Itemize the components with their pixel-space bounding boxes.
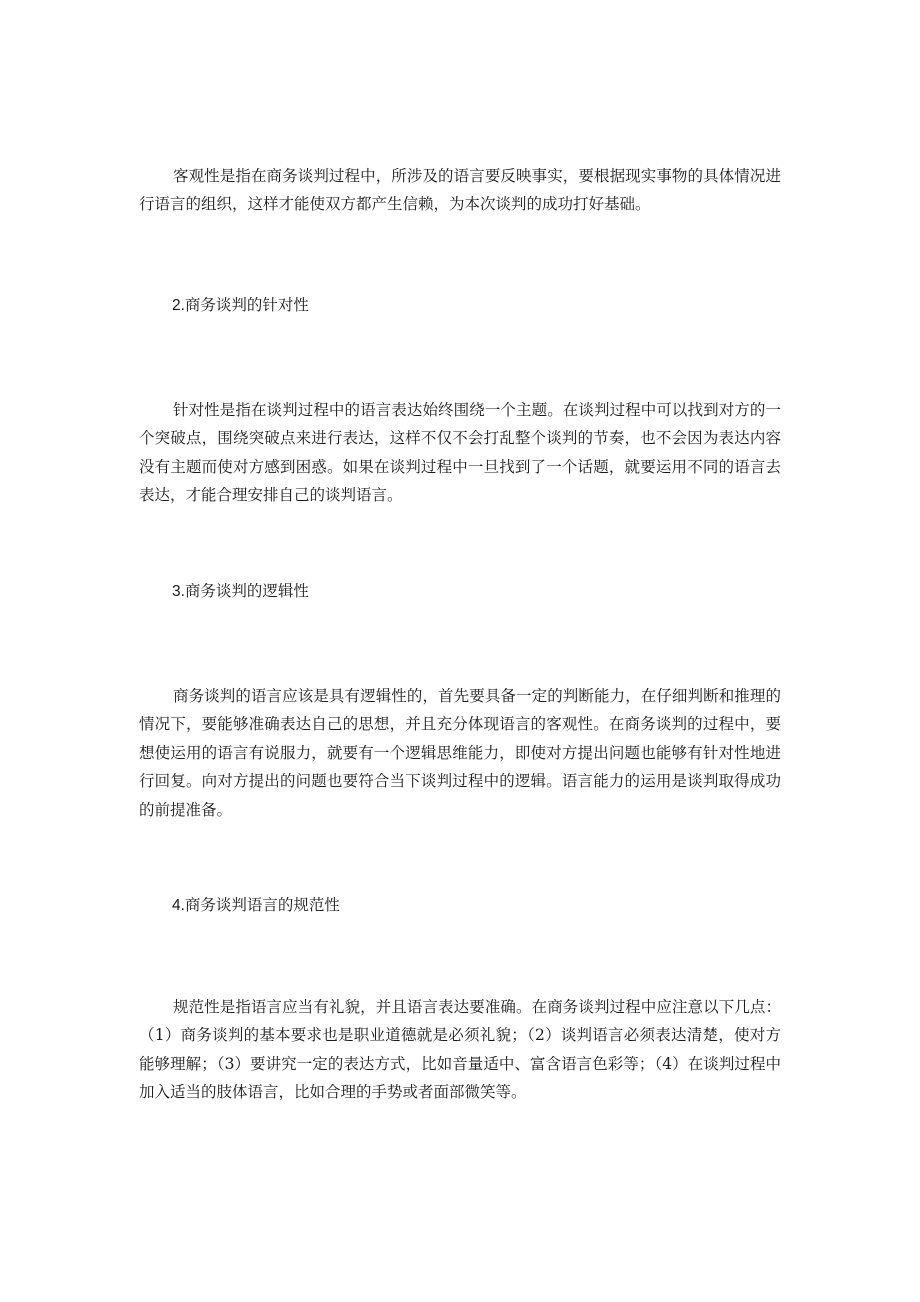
heading-pertinence: 2.商务谈判的针对性 — [172, 297, 309, 314]
paragraph-logic: 商务谈判的语言应该是具有逻辑性的，首先要具备一定的判断能力，在仔细判断和推理的情况下，要能够准确表达自己的思想，并且充分体现语言的客观性。在商务谈判的过程中，要想使运用的语言有说服力，就要有一个逻辑思维能力，即使对方提出问题也能够有针对性地进行回复。向对方提出的问题也要符合当下谈判过程中的逻辑。语言能力的运用是谈判取得成功的前提准备。 — [139, 687, 781, 819]
paragraph-standardization: 规范性是指语言应当有礼貌，并且语言表达要准确。在商务谈判过程中应注意以下几点：（1）商务谈判的基本要求也是职业道德就是必须礼貌；（2）谈判语言必须表达清楚，使对方能够理解；（3）要讲究一定的表达方式，比如音量适中、富含语言色彩等；（4）在谈判过程中加入适当的肢体语言，比如合理的手势或者面部微笑等。 — [139, 998, 781, 1102]
heading-logic: 3.商务谈判的逻辑性 — [172, 583, 309, 600]
paragraph-objectivity: 客观性是指在商务谈判过程中，所涉及的语言要反映事实，要根据现实事物的具体情况进行语言的组织，这样才能使双方都产生信赖，为本次谈判的成功打好基础。 — [139, 167, 781, 214]
heading-standardization: 4.商务谈判语言的规范性 — [172, 897, 340, 914]
paragraph-pertinence: 针对性是指在谈判过程中的语言表达始终围绕一个主题。在谈判过程中可以找到对方的一个突破点，围绕突破点来进行表达，这样不仅不会打乱整个谈判的节奏，也不会因为表达内容没有主题而使对方感到困惑。如果在谈判过程中一旦找到了一个话题，就要运用不同的语言去表达，才能合理安排自己的谈判语言。 — [139, 401, 781, 505]
